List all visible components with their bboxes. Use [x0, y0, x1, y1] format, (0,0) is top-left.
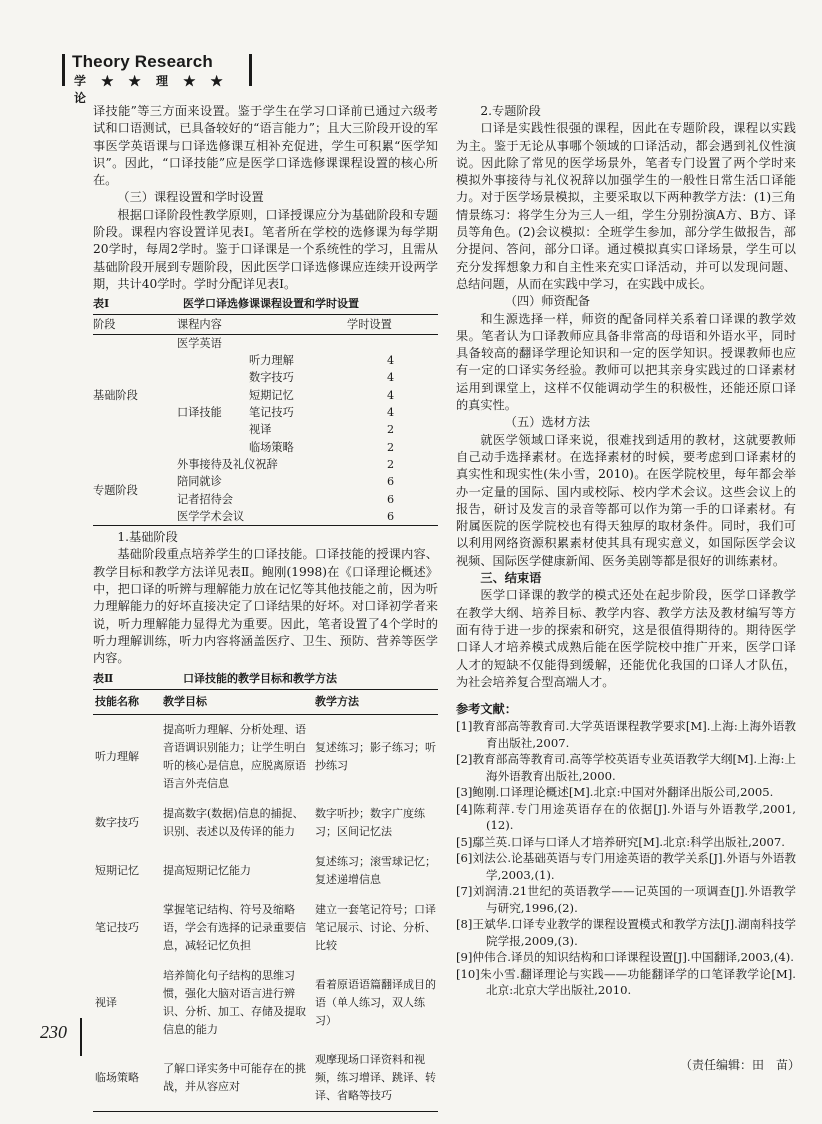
- reference-item: [6]刘法公.论基础英语与专门用途英语的教学关系[J].外语与外语教学,2003,(1).: [456, 851, 796, 882]
- skill-goal: 提高听力理解、分析处理、语音语调识别能力；让学生明白听的核心是信息，应脱离原语语言外壳信息: [163, 722, 306, 790]
- header-title: Theory Research: [72, 52, 213, 71]
- hours-cell: 4: [387, 354, 395, 368]
- references-list: [456, 718, 796, 999]
- hours-cell: 4: [387, 406, 395, 420]
- skill-goal: 提高数字(数据)信息的捕捉、识别、表述以及传译的能力: [163, 806, 304, 838]
- table-row: [93, 847, 438, 895]
- section-heading: 1.基础阶段: [117, 530, 178, 545]
- paragraph: 译技能”等三方面来设置。鉴于学生在学习口译前已通过六级考试和口语测试，已具备较好的“语言能力”；且大三阶段开设的军事医学英语课与口译选修课互相补充促进，学生可积累“医学知识”。因此，“口译技能”应是医学口译选修课课程设置的核心所在。: [93, 104, 438, 188]
- table-header-row: [93, 689, 438, 714]
- skill-method: 看着原语语篇翻译成目的语（单人练习，双人练习）: [315, 977, 436, 1027]
- table-header-cell: 课程内容: [173, 314, 347, 334]
- table-title: 口译技能的教学目标和教学方法: [183, 671, 337, 685]
- paragraph: 医学口译课的教学的模式还处在起步阶段，医学口译教学在教学大纲、培养目标、教学内容、教学方法及教材编写等方面有待于进一步的探索和研究，这是很值得期待的。期待医学口译人才培养模式成熟后能在医学院校中推广开来，医学口译人才的短缺不仅能得到缓解，还能优化我国的口译人才队伍，为社会培养复合型高端人才。: [456, 588, 796, 689]
- skill-name: 短期记忆: [95, 863, 139, 877]
- hours-cell: 6: [387, 492, 395, 506]
- paragraph: 和生源选择一样，师资的配备同样关系着口译课的教学效果。笔者认为口译教师应具备非常高的母语和外语水平，同时具备较高的翻译学理论知识和一定的医学知识。授课教师也应有一定的口译实务经验。教师可以把其亲身实践过的口译素材运用到课堂上，这样不仅能调动学生的积极性，还能还原口译的真实性。: [456, 311, 796, 413]
- skill-method: 建立一套笔记符号；口译笔记展示、讨论、分析、比较: [315, 902, 436, 952]
- table-row: [93, 799, 438, 847]
- hours-cell: 6: [387, 509, 395, 523]
- content-cell: 医学学术会议: [177, 509, 245, 523]
- section-heading: 2.专题阶段: [480, 104, 541, 118]
- course-table: [93, 314, 438, 527]
- section-heading: （五）选材方法: [504, 415, 591, 430]
- table-header-row: [93, 314, 438, 334]
- content-cell: 陪同就诊: [177, 475, 222, 489]
- skill-group-label: 口译技能: [177, 406, 222, 420]
- reference-item: [5]鄢兰英.口译与口译人才培养研究[M].北京:科学出版社,2007.: [456, 834, 785, 849]
- page-number: 230: [40, 1022, 67, 1042]
- table-caption: [93, 295, 438, 312]
- table-header-cell: 阶段: [93, 314, 173, 334]
- paragraph: 根据口译阶段性教学原则，口译授课应分为基础阶段和专题阶段。课程内容设置详见表Ⅰ。笔者所在学校的选修课为每学期20学时，每周2学时。鉴于口译课是一个系统性的学习，且需从基础阶段开展到专题阶段，因此医学口译选修课应连续开设两学期，共计40学时。学时分配详见表Ⅰ。: [93, 207, 438, 291]
- left-column: [93, 103, 438, 1114]
- content-cell: 笔记技巧: [249, 406, 294, 420]
- hours-cell: 2: [387, 457, 395, 471]
- table-row: [93, 714, 438, 799]
- table-caption: [93, 670, 438, 687]
- content-cell: 记者招待会: [177, 492, 233, 506]
- journal-header: [62, 52, 252, 105]
- table-label: 表Ⅰ: [93, 297, 110, 311]
- skill-goal: 掌握笔记结构、符号及缩略语，学会有选择的记录重要信息，减轻记忆负担: [163, 902, 306, 952]
- paragraph: 就医学领域口译来说，很难找到适用的教材，这就要教师自己动手选择素材。在选择素材的时候，要考虑到口译素材的真实性和现实性(朱小雪，2010)。在医学院校里，每年都会举办一定量的国际、国内或校际、校内学术会议。这些会议上的报告，研讨及发言的录音等都可以作为第一手的口译素材。有附属医院的医学院校也有得天独厚的取材条件。同时，我们可以利用网络资源积累素材使其具有现实意义，如国际医学会议视频、国际医学健康新闻、医务美剧等都是很好的训练素材。: [456, 432, 796, 568]
- table-label: 表Ⅱ: [93, 671, 114, 685]
- skill-method: 数字听抄；数字广度练习；区间记忆法: [315, 806, 425, 838]
- table-header-cell: 教学方法: [313, 689, 438, 714]
- hours-cell: 4: [387, 371, 395, 385]
- reference-item: [1]教育部高等教育司.大学英语课程教学要求[M].上海:上海外语教育出版社,2007.: [456, 719, 796, 750]
- skill-name: 视译: [95, 995, 117, 1009]
- skill-name: 数字技巧: [95, 815, 139, 829]
- table-row: [93, 1045, 438, 1112]
- content-cell: 数字技巧: [249, 371, 294, 385]
- table-header-cell: 教学目标: [161, 689, 313, 714]
- reference-item: [4]陈莉萍.专门用途英语存在的依据[J].外语与外语教学,2001,(12).: [456, 801, 796, 833]
- skill-goal: 提高短期记忆能力: [163, 863, 251, 877]
- reference-item: [2]教育部高等教育司.高等学校英语专业英语教学大纲[M].上海:上海外语教育出版社,2000.: [456, 752, 796, 783]
- table-row: [93, 961, 438, 1045]
- section-heading: （四）师资配备: [504, 294, 591, 309]
- reference-item: [7]刘润清.21世纪的英语教学——记英国的一项调查[J].外语教学与研究,1996,(2).: [456, 884, 796, 915]
- skill-goal: 了解口译实务中可能存在的挑战，并从容应对: [163, 1061, 306, 1093]
- page-number-rule: [80, 1018, 82, 1056]
- content-cell: 视译: [249, 423, 272, 437]
- header-bar-left: [62, 54, 65, 86]
- table-row: [93, 456, 438, 473]
- section-heading: 三、结束语: [480, 571, 542, 586]
- reference-item: [9]仲伟合.译员的知识结构和口译课程设置[J].中国翻译,2003,(4).: [456, 950, 794, 965]
- reference-item: [8]王斌华.口译专业教学的课程设置模式和教学方法[J].湖南科技学院学报,2009,(3).: [456, 917, 796, 948]
- references-title: 参考文献：: [456, 702, 517, 717]
- hours-cell: 2: [387, 440, 395, 454]
- hours-cell: 6: [387, 475, 395, 489]
- reference-item: [3]鲍刚.口译理论概述[M].北京:中国对外翻译出版公司,2005.: [456, 785, 774, 800]
- stage-cell: 专题阶段: [93, 483, 138, 497]
- table-row: [93, 334, 438, 352]
- hours-cell: 2: [387, 423, 395, 437]
- table-title: 医学口译选修课课程设置和学时设置: [183, 297, 359, 311]
- content-cell: 短期记忆: [249, 388, 294, 402]
- right-column: [456, 103, 796, 999]
- table-header-cell: 学时设置: [347, 314, 438, 334]
- skill-name: 临场策略: [95, 1070, 139, 1084]
- skill-method: 观摩现场口译资料和视频，练习增译、跳译、转译、省略等技巧: [315, 1052, 436, 1102]
- content-cell: 外事接待及礼仪祝辞: [177, 457, 278, 471]
- header-subtitle: 学 ★ ★ 理 ★ ★ 论: [74, 74, 229, 105]
- stage-cell: 基础阶段: [93, 388, 138, 402]
- content-cell: 临场策略: [249, 440, 294, 454]
- paragraph: 口译是实践性很强的课程，因此在专题阶段，课程以实践为主。鉴于无论从事哪个领域的口译活动，都会遇到礼仪性演说。因此除了常见的医学场景外，笔者专门设置了两个学时来模拟外事接待与礼仪祝辞以加强学生的一般性日常生活口译能力。对于医学场景模拟，主要采取以下两种教学方法：(1)三角情景练习：将学生分为三人一组，学生分别扮演A方、B方、译员等角色。(2)会议模拟：全班学生参加，部分学生做报告，部分提问、答问，部分口译。通过模拟真实口译场景，学生可以充分发挥想象力和自主性来充实口译活动，并可以发现问题、总结问题，从而在实践中学习，在实践中成长。: [456, 121, 796, 291]
- content-cell: 医学英语: [177, 336, 222, 350]
- hours-cell: 4: [387, 388, 395, 402]
- table-header-cell: 技能名称: [93, 689, 161, 714]
- skill-name: 听力理解: [95, 749, 139, 763]
- reference-item: [10]朱小雪.翻译理论与实践——功能翻译学的口笔译教学论[M].北京:北京大学出版社,2010.: [456, 966, 796, 998]
- skill-goal: 培养简化句子结构的思维习惯，强化大脑对语言进行辨识、分析、加工、存储及提取信息的能力: [163, 968, 306, 1036]
- editor-credit: （责任编辑：田 苗）: [680, 1058, 801, 1072]
- skill-method: 复述练习；影子练习；听抄练习: [315, 740, 436, 772]
- table-row: [93, 895, 438, 961]
- paragraph: 基础阶段重点培养学生的口译技能。口译技能的授课内容、教学目标和教学方法详见表Ⅱ。鲍刚(1998)在《口译理论概述》中，把口译的听辨与理解能力放在记忆等其他技能之前，因为听力理解能力的好坏直接决定了口译结果的好坏。对口译初学者来说，听力理解能力显得尤为重要。因此，笔者设置了4个学时的听力理解训练，听力内容将涵盖医疗、卫生、预防、营养等医学内容。: [93, 547, 438, 666]
- content-cell: 听力理解: [249, 354, 294, 368]
- skill-name: 笔记技巧: [95, 920, 139, 934]
- skills-table: [93, 689, 438, 1112]
- header-bar-right: [249, 54, 252, 86]
- section-heading: （三）课程设置和学时设置: [117, 190, 264, 205]
- skill-method: 复述练习；滚雪球记忆；复述递增信息: [315, 854, 436, 886]
